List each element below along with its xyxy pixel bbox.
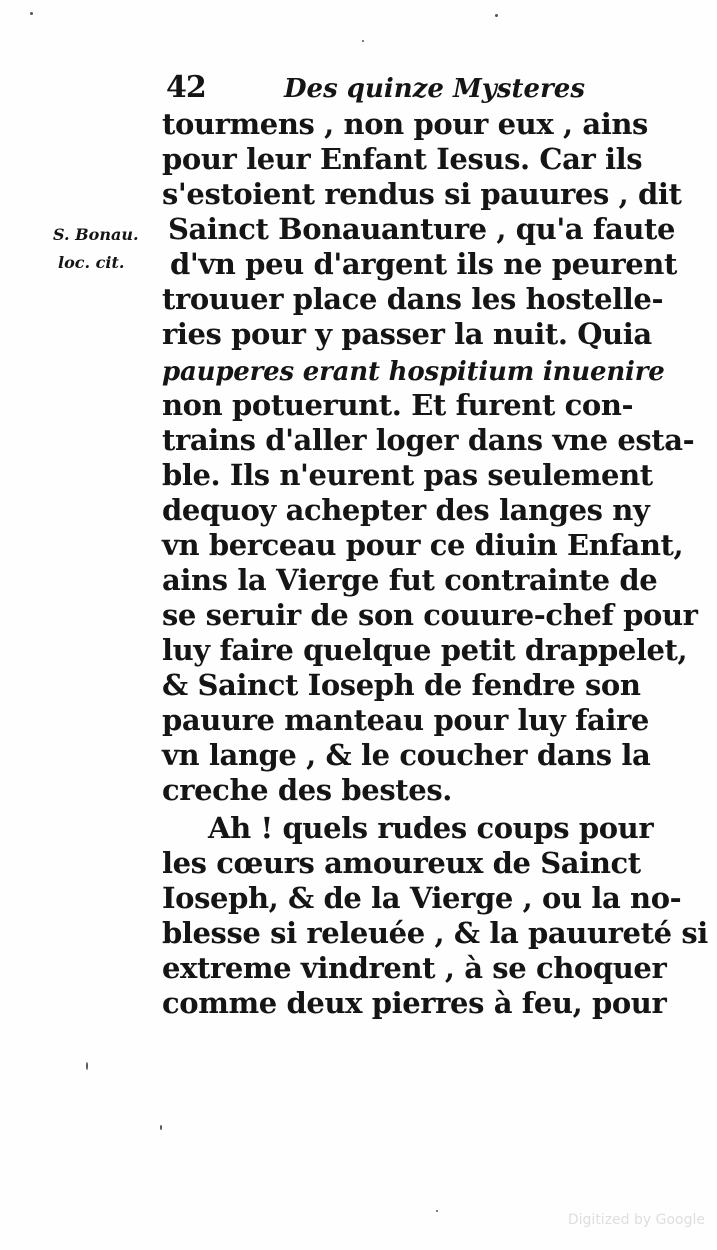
- text-line: luy faire quelque petit drappelet,: [162, 633, 688, 667]
- text-line: d'vn peu d'argent ils ne peurent: [170, 247, 677, 281]
- text-line: ble. Ils n'eurent pas seulement: [162, 458, 653, 492]
- text-line: trouuer place dans les hostelle-: [162, 282, 664, 316]
- text-line: vn berceau pour ce diuin Enfant,: [162, 528, 684, 562]
- page-header: [166, 70, 585, 110]
- margin-note-reference: loc. cit.: [58, 253, 125, 272]
- ink-speck: [86, 1062, 88, 1070]
- text-line: pour leur Enfant Iesus. Car ils: [162, 142, 643, 176]
- ink-speck: [30, 12, 33, 15]
- text-line: dequoy achepter des langes ny: [162, 493, 650, 527]
- text-line: & Sainct Ioseph de fendre son: [162, 668, 641, 702]
- margin-note-source: S. Bonau.: [53, 225, 139, 244]
- ink-speck: [160, 1125, 162, 1130]
- text-line: vn lange , & le coucher dans la: [162, 738, 651, 772]
- text-line: se seruir de son couure-chef pour: [162, 598, 698, 632]
- ink-speck: [436, 1210, 438, 1212]
- running-title: Des quinze Mysteres: [284, 74, 585, 104]
- text-line: extreme vindrent , à se choquer: [162, 951, 667, 985]
- page-number: 42: [166, 70, 206, 105]
- text-line: pauure manteau pour luy faire: [162, 703, 649, 737]
- text-line: tourmens , non pour eux , ains: [162, 107, 648, 141]
- ink-speck: [495, 14, 498, 17]
- text-line: non potuerunt. Et furent con-: [162, 388, 634, 422]
- text-line: creche des bestes.: [162, 773, 452, 807]
- digitization-watermark: Digitized by Google: [567, 1212, 705, 1228]
- text-line: s'estoient rendus si pauures , dit: [162, 177, 682, 211]
- text-line: blesse si releuée , & la pauureté si: [162, 916, 708, 950]
- text-line-latin: pauperes erant hospitium inuenire: [162, 357, 665, 387]
- text-line: Sainct Bonauanture , qu'a faute: [168, 212, 676, 246]
- text-line: Ioseph, & de la Vierge , ou la no-: [162, 881, 682, 915]
- text-line: ries pour y passer la nuit. Quia: [162, 317, 652, 351]
- text-line: ains la Vierge fut contrainte de: [162, 563, 658, 597]
- text-line: comme deux pierres à feu, pour: [162, 986, 667, 1020]
- text-line-paragraph-start: Ah ! quels rudes coups pour: [208, 811, 654, 845]
- text-line: trains d'aller loger dans vne esta-: [162, 423, 695, 457]
- text-line: les cœurs amoureux de Sainct: [162, 846, 641, 880]
- ink-speck: [362, 40, 364, 42]
